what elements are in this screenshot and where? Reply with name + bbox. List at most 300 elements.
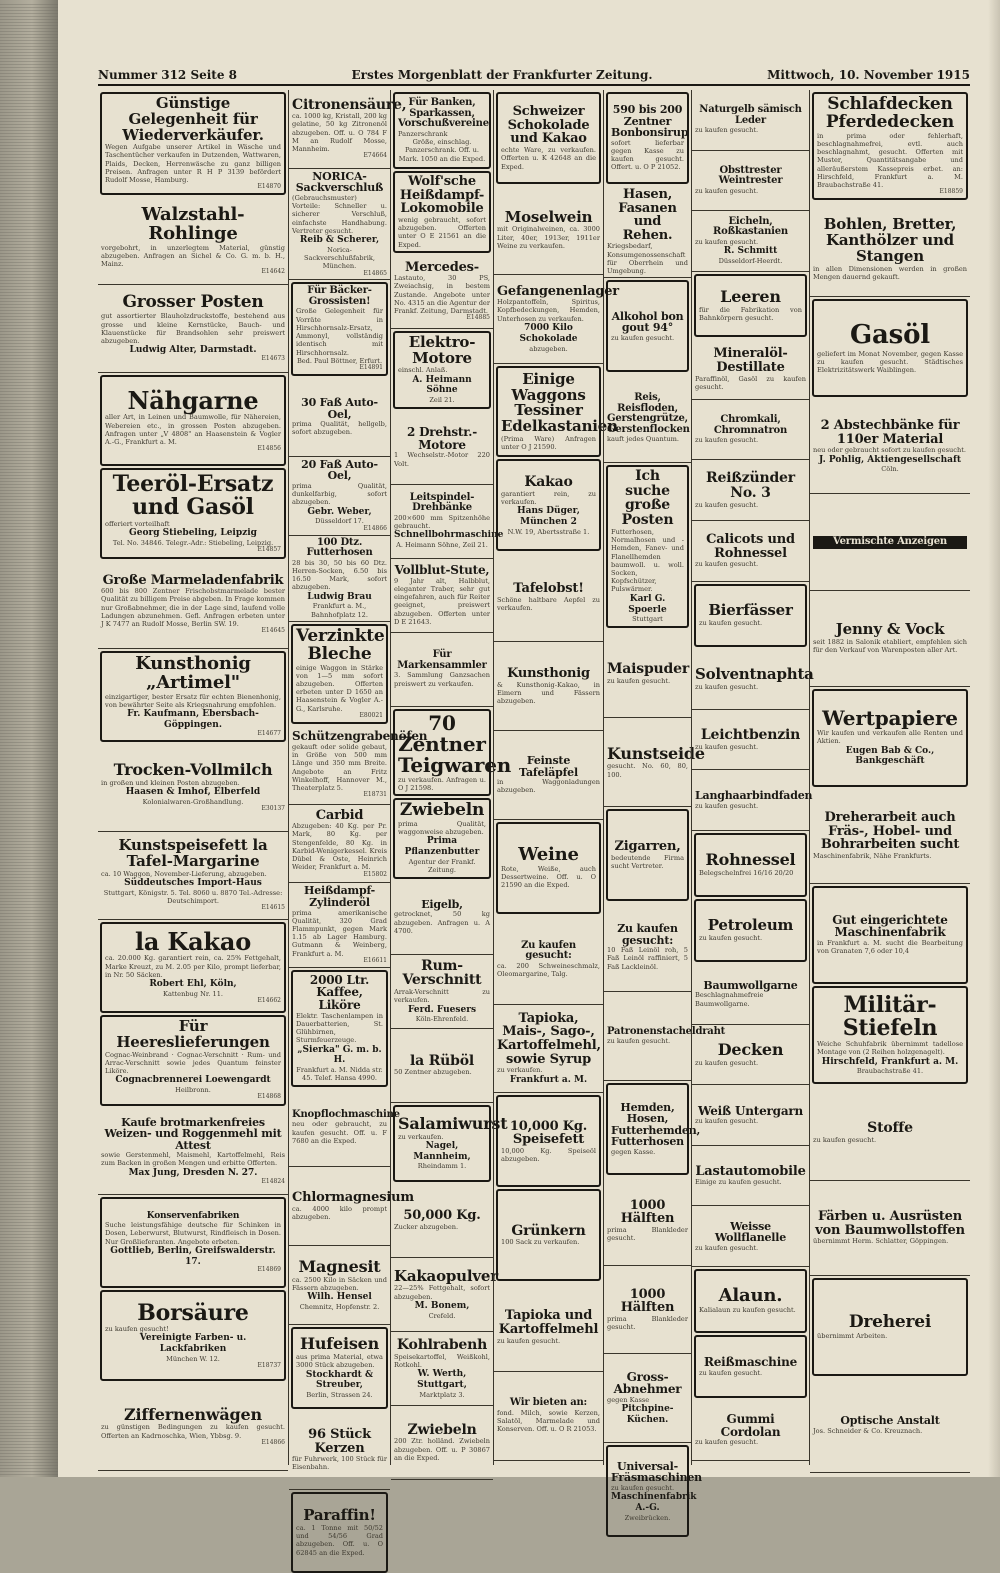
gutter-line — [0, 808, 58, 809]
gutter-line — [0, 1453, 58, 1454]
gutter-line — [0, 82, 58, 83]
ad-body-text: Panzerschrank — [398, 129, 448, 138]
ad-grosser-posten — [98, 285, 288, 373]
gutter-line — [0, 1021, 58, 1022]
ad-body-text: zu verkaufen. — [398, 1132, 444, 1141]
gutter-line — [0, 520, 58, 521]
gutter-line — [0, 1000, 58, 1001]
gutter-line — [0, 1465, 58, 1466]
ad-advertiser: Pitchpine-Küchen. — [621, 1404, 674, 1426]
gutter-line — [0, 1108, 58, 1109]
gutter-line — [0, 748, 58, 749]
ad-reference-code: E74664 — [363, 152, 387, 160]
ad-mineralöl-destillate — [692, 339, 809, 400]
gutter-line — [0, 943, 58, 944]
ad-headline: Wir bieten an: — [509, 1397, 588, 1409]
ad-headline: Günstige Gelegenheit für Wiederverkäufer. — [122, 94, 264, 144]
ad-headline: 590 bis 200 Zentner Bonbonsirup — [611, 103, 689, 140]
ad-headline: Lastautomobile — [695, 1163, 806, 1179]
gutter-line — [0, 1270, 58, 1271]
ad-address: Größe, einschlag. Panzerschrank. Off. u. Mark. 1050 an die Exped. — [398, 138, 486, 163]
gutter-line — [0, 643, 58, 644]
gutter-line — [0, 256, 58, 257]
gutter-line — [0, 727, 58, 728]
ad-headline: Knopflochmaschine — [292, 1108, 400, 1120]
gutter-line — [0, 1042, 58, 1043]
gutter-line — [0, 328, 58, 329]
ad-headline: Salamiwurst — [398, 1113, 508, 1133]
ad-body-text: bedeutende Firma sucht Vertreter. — [611, 853, 684, 870]
ad-lastautomobile — [692, 1146, 809, 1207]
ad-wertpapiere — [812, 689, 968, 787]
ad-body-text: 28 bis 30, 50 bis 60 Dtz. Herren-Socken, 6.50 bis 16.50 Mark, sofort abzugeben. — [292, 558, 387, 592]
ad-body-text: Einige zu kaufen gesucht. — [695, 1178, 782, 1187]
gutter-line — [0, 847, 58, 848]
ad-body-text: offeriert vorteilhaft — [105, 519, 170, 528]
ad-headline: NORICA-Sackverschluß — [295, 169, 384, 195]
ad-naturgelb-sämisch-leder — [692, 90, 809, 151]
gutter-line — [0, 460, 58, 461]
ad-headline: Weisse Wollflanelle — [714, 1219, 787, 1245]
gutter-line — [0, 934, 58, 935]
ad-1000-hälften — [604, 1266, 691, 1355]
gutter-line — [0, 1243, 58, 1244]
gutter-line — [0, 1096, 58, 1097]
ad-20-faß-auto-oel — [289, 457, 390, 536]
gutter-line — [0, 1324, 58, 1325]
ad-body-text: einzigartiger, bester Ersatz für echten Bienenhonig, von bewährter Seite als Kriegsnahrung empfohlen. — [105, 692, 281, 710]
gutter-line — [0, 1051, 58, 1052]
gutter-line — [0, 574, 58, 575]
ad-kunsthonig-artimel — [100, 651, 286, 742]
ad-headline: Tafelobst! — [513, 581, 584, 597]
gutter-line — [0, 1369, 58, 1370]
gutter-line — [0, 1441, 58, 1442]
gutter-line — [0, 1225, 58, 1226]
ad-headline: Elektro-Motore — [408, 332, 476, 367]
gutter-line — [0, 400, 58, 401]
ad-headline: la Rüböl — [410, 1052, 474, 1069]
gutter-line — [0, 1240, 58, 1241]
newspaper-page — [58, 0, 1000, 1557]
gutter-line — [0, 331, 58, 332]
gutter-line — [0, 394, 58, 395]
gutter-line — [0, 133, 58, 134]
gutter-line — [0, 685, 58, 686]
gutter-line — [0, 1132, 58, 1133]
gutter-line — [0, 754, 58, 755]
ad-body-text: 22—25% Fettgehalt, sofort abzugeben. — [394, 1284, 490, 1301]
gutter-line — [0, 1129, 58, 1130]
ad-advertiser: Hans Düger, München 2 — [517, 506, 580, 527]
gutter-line — [0, 760, 58, 761]
gutter-line — [0, 661, 58, 662]
gutter-line — [0, 895, 58, 896]
gutter-line — [0, 172, 58, 173]
ad-kakao — [496, 459, 601, 551]
gutter-line — [0, 1393, 58, 1394]
gutter-line — [0, 28, 58, 29]
ad-headline: Zu kaufen gesucht: — [617, 922, 678, 947]
gutter-line — [0, 382, 58, 383]
gutter-line — [0, 322, 58, 323]
gutter-line — [0, 1165, 58, 1166]
ad-für-markensammler — [391, 633, 493, 707]
ad-body-text: (Prima Ware) Anfragen unter O J 21590. — [501, 434, 596, 451]
gutter-line — [0, 877, 58, 878]
gutter-line — [0, 688, 58, 689]
gutter-line — [0, 1456, 58, 1457]
gutter-line — [0, 112, 58, 113]
gutter-line — [0, 817, 58, 818]
gutter-line — [0, 646, 58, 647]
gutter-line — [0, 703, 58, 704]
gutter-line — [0, 55, 58, 56]
gutter-line — [0, 100, 58, 101]
gutter-line — [0, 1318, 58, 1319]
ad-headline: Kunsthonig „Artimel" — [135, 653, 251, 693]
ad-zwiebeln — [391, 1406, 493, 1480]
gutter-line — [0, 844, 58, 845]
ad-70-zentner-teigwaren — [393, 709, 512, 796]
ad-advertiser: Georg Stiebeling, Leipzig — [129, 527, 257, 538]
gutter-line — [0, 751, 58, 752]
ad-body-text: Kriegsbedarf, Konsumgenossenschaft für Oberrhein und Umgebung. — [607, 242, 688, 276]
gutter-line — [0, 31, 58, 32]
gutter-line — [0, 1321, 58, 1322]
gutter-line — [0, 1402, 58, 1403]
ad-einige-waggons-tessiner-edel — [496, 366, 618, 458]
ad-kunsthonig — [494, 642, 603, 731]
ad-advertiser: Ferd. Fuesers — [407, 1004, 477, 1015]
column-6 — [691, 90, 814, 1465]
gutter-line — [0, 1081, 58, 1082]
gutter-line — [0, 160, 58, 161]
ad-headline: Tapioka und Kartoffelmehl — [498, 1308, 599, 1337]
gutter-line — [0, 613, 58, 614]
gutter-line — [0, 589, 58, 590]
ad-headline: Optische Anstalt — [840, 1414, 940, 1428]
gutter-line — [0, 1336, 58, 1337]
gutter-line — [0, 391, 58, 392]
ad-headline: Baumwollgarne — [703, 978, 798, 992]
gutter-line — [0, 994, 58, 995]
ad-headline: Zigarren, — [614, 839, 681, 855]
ad-reference-code: E14857 — [257, 545, 281, 553]
ad-solventnaphta — [692, 649, 814, 710]
ad-la-rüböl — [391, 1029, 493, 1103]
gutter-line — [0, 973, 58, 974]
ad-advertiser: Gebr. Weber, — [307, 506, 372, 517]
gutter-line — [0, 1300, 58, 1301]
ad-headline: Grünkern — [511, 1222, 586, 1239]
ad-reference-code: E18859 — [939, 188, 963, 196]
gutter-line — [0, 1198, 58, 1199]
gutter-line — [0, 1414, 58, 1415]
ad-reference-code: E14642 — [261, 267, 285, 275]
gutter-line — [0, 1075, 58, 1076]
gutter-line — [0, 736, 58, 737]
column-3 — [390, 90, 512, 1465]
gutter-line — [0, 319, 58, 320]
gutter-line — [0, 193, 58, 194]
gutter-line — [0, 211, 58, 212]
ad-gross-abnehmer — [604, 1354, 691, 1443]
gutter-line — [0, 1036, 58, 1037]
ad-body-text: Wir kaufen und verkaufen alle Renten und Aktien. — [817, 729, 963, 746]
ad-body-text: zu kaufen gesucht. — [695, 801, 759, 810]
gutter-line — [0, 1408, 58, 1409]
gutter-line — [0, 1027, 58, 1028]
ad-headline: Nähgarne — [127, 386, 259, 416]
ad-body-text: in allen Dimensionen werden in großen Mengen dauernd gekauft. — [813, 264, 967, 281]
ad-body-text: übernimmt Herm. Schlatter, Göppingen. — [813, 1237, 949, 1246]
gutter-line — [0, 268, 58, 269]
gutter-line — [0, 997, 58, 998]
ad-body-text: gesucht. No. 60, 80, 100. — [607, 762, 688, 779]
gutter-line — [0, 547, 58, 548]
ad-body-text: zu kaufen gesucht. — [699, 934, 763, 943]
gutter-line — [0, 1396, 58, 1397]
ad-advertiser: Reib & Scherer, — [299, 235, 380, 246]
gutter-line — [0, 946, 58, 947]
gutter-line — [0, 1015, 58, 1016]
gutter-line — [0, 511, 58, 512]
gutter-line — [0, 1177, 58, 1178]
gutter-line — [0, 598, 58, 599]
ad-address: Bed. Paul Böttner, Erfurt. — [296, 356, 383, 365]
gutter-line — [0, 1057, 58, 1058]
gutter-line — [0, 1093, 58, 1094]
ad-body-text: prima Blankleder gesucht. — [607, 1226, 688, 1243]
gutter-line — [0, 853, 58, 854]
gutter-line — [0, 496, 58, 497]
gutter-line — [0, 127, 58, 128]
gutter-line — [0, 1189, 58, 1190]
gutter-line — [0, 985, 58, 986]
ad-headline: Mercedes- — [405, 259, 479, 275]
ad-body-text: Abzugeben: 40 Kg. per Pr. Mark, 80 Kg. per Stengenfelde, 80 Kg. in Karbid-Wenigerkessel. Kreis Dübel & Oste, Heinrich Weider, Frankfurt a. M. — [292, 822, 387, 872]
ad-advertiser: Stockhardt & Streuber, — [305, 1369, 374, 1391]
gutter-line — [0, 880, 58, 881]
page-edge-shadow — [988, 0, 1000, 1477]
ad-headline: Grosser Posten — [122, 292, 264, 313]
ad-body-text: zu kaufen gesucht. — [695, 1058, 759, 1067]
ad-address: Zeil 21. — [429, 396, 455, 405]
gutter-line — [0, 859, 58, 860]
ad-für-bäcker-grossisten — [291, 282, 388, 376]
gutter-line — [0, 484, 58, 485]
ad-body-text: garantiert rein, zu verkaufen. — [501, 489, 596, 506]
ad-body-text: Speisekartoffel, Weißkohl, Rotkohl. — [394, 1352, 490, 1369]
ad-body-text: ca. 200 Schweineschmalz, Oleomargarine, Talg. — [497, 961, 600, 979]
ad-headline: Moselwein — [504, 207, 593, 226]
gutter-line — [0, 229, 58, 230]
ad-advertiser: Frankfurt a. M. — [509, 1074, 588, 1085]
ad-headline: Tapioka, Mais-, Sago-, Kartoffelmehl, sowie Syrup — [497, 1010, 601, 1067]
ad-headline: Stoffe — [867, 1120, 913, 1137]
gutter-line — [0, 1171, 58, 1172]
gutter-line — [0, 814, 58, 815]
ad-headline: Paraffin! — [303, 1506, 376, 1525]
gutter-line — [0, 289, 58, 290]
gutter-line — [0, 478, 58, 479]
ad-body-text: in Frankfurt a. M. sucht die Bearbeitung von Granaten 7,6 oder 10,4 — [817, 939, 963, 956]
ad-address: Crefeld. — [428, 1311, 456, 1320]
gutter-line — [0, 334, 58, 335]
ad-headline: Solventnaphta — [695, 665, 814, 683]
ad-verzinkte-bleche — [291, 624, 388, 724]
gutter-line — [0, 583, 58, 584]
ad-schweizer-schokolade-und-kak — [496, 92, 601, 184]
gutter-line — [0, 1423, 58, 1424]
ad-la-kakao — [100, 922, 286, 1013]
gutter-line — [0, 832, 58, 833]
ad-headline: Für Banken, Sparkassen, Vorschußvereine — [398, 97, 489, 130]
gutter-line — [0, 1111, 58, 1112]
gutter-line — [0, 298, 58, 299]
ad-norica-sackverschluß — [289, 169, 390, 281]
gutter-line — [0, 604, 58, 605]
ad-address: Frankfurt a. M., Bahnhofplatz 12. — [311, 602, 368, 619]
gutter-line — [0, 490, 58, 491]
ad-headline: Citronensäure, — [292, 96, 407, 113]
ad-address: München W. 12. — [166, 1354, 220, 1363]
ad-kakaopulver — [391, 1258, 498, 1332]
ad-reference-code: E14885 — [466, 314, 490, 322]
gutter-line — [0, 1138, 58, 1139]
ad-body-text: zu verkaufen. Anfragen u. O J 21598. — [398, 775, 486, 792]
ad-walzstahl-rohlinge — [98, 197, 288, 285]
gutter-line — [0, 709, 58, 710]
ad-body-text: zu kaufen gesucht. — [607, 1037, 671, 1046]
ad-headline: Maispuder — [607, 661, 690, 677]
ad-body-text: ca. 4000 kilo prompt abzugeben. — [292, 1204, 387, 1222]
gutter-line — [0, 475, 58, 476]
gutter-line — [0, 664, 58, 665]
ad-headline: Kakao — [524, 473, 573, 490]
gutter-line — [0, 409, 58, 410]
gutter-line — [0, 13, 58, 14]
ad-reference-code: E16611 — [363, 956, 387, 964]
ad-headline: Vermischte Anzeigen — [813, 536, 967, 549]
gutter-line — [0, 1459, 58, 1460]
gutter-line — [0, 1417, 58, 1418]
gutter-line — [0, 433, 58, 434]
gutter-line — [0, 856, 58, 857]
ad-body-text: gegen Kasse — [607, 1396, 650, 1405]
gutter-line — [0, 1006, 58, 1007]
ad-10-000-kg-speisefett — [496, 1095, 601, 1187]
gutter-line — [0, 37, 58, 38]
ad-590-bis-200-zentner-bonbonsi — [606, 92, 689, 184]
ad-address: Kattenbug Nr. 11. — [163, 989, 223, 998]
ad-headline: Reis, Reisfloden, Gerstengrütze, Gerstenflocken — [607, 392, 690, 435]
ad-vollblut-stute — [391, 559, 493, 633]
ad-zu-kaufen-gesucht — [604, 903, 691, 992]
ad-address: Agentur der Frankf. Zeitung. — [408, 858, 476, 875]
ad-leitspindel-drehbänke — [391, 485, 504, 559]
gutter-line — [0, 694, 58, 695]
gutter-line — [0, 889, 58, 890]
ad-reference-code: E14856 — [257, 445, 281, 453]
ad-body-text: Futterhosen, Normalhosen und -Hemden, Fanev- und Flanellhemden baumwoll. u. woll. Socken, Kopfschützer, Pulswärmer. — [611, 527, 684, 594]
ad-headline: 2 Abstechbänke für 110er Material — [820, 418, 960, 447]
gutter-line — [0, 184, 58, 185]
ad-body-text: zu kaufen gesucht. — [813, 1136, 877, 1145]
ad-body-text: zu kaufen gesucht. — [695, 560, 759, 569]
ad-reference-code: E14673 — [261, 355, 285, 363]
ad-address: Cöln. — [881, 465, 899, 474]
gutter-line — [0, 157, 58, 158]
ad-50-000-kg — [391, 1184, 493, 1258]
ad-body-text: prima Qualität, hellgelb, sofort abzugeben. — [292, 420, 387, 437]
gutter-line — [0, 769, 58, 770]
gutter-line — [0, 352, 58, 353]
gutter-line — [0, 1246, 58, 1247]
ad-body-text: zu kaufen gesucht. — [695, 1243, 759, 1252]
gutter-line — [0, 676, 58, 677]
ad-body-text: neu oder gebraucht, zu kaufen gesucht. Off. u. F 7680 an die Exped. — [292, 1120, 387, 1145]
gutter-line — [0, 835, 58, 836]
gutter-line — [0, 151, 58, 152]
gutter-line — [0, 1066, 58, 1067]
ad-reference-code: E14645 — [261, 627, 285, 635]
gutter-line — [0, 679, 58, 680]
gutter-line — [0, 811, 58, 812]
gutter-line — [0, 715, 58, 716]
ad-zwiebeln — [393, 798, 491, 878]
ad-2-abstechbänke-für-110er-mat — [810, 399, 970, 494]
gutter-line — [0, 94, 58, 95]
ad-headline: Decken — [717, 1039, 784, 1059]
gutter-line — [0, 1153, 58, 1154]
ad-magnesit — [289, 1246, 390, 1325]
gutter-line — [0, 544, 58, 545]
ad-headline: Schweizer Schokolade und Kakao — [507, 104, 590, 147]
ad-headline: Schützengrabenöfen — [292, 729, 428, 744]
ad-headline: Verzinkte Bleche — [296, 625, 385, 664]
gutter-line — [0, 1213, 58, 1214]
ad-mercedes — [391, 255, 493, 329]
ad-body-text: zu kaufen gesucht. — [695, 742, 759, 751]
ad-body-text: 200×600 mm Spitzenhöhe gebraucht. — [394, 513, 490, 531]
ad-headline: Gross-Abnehmer — [613, 1369, 682, 1397]
gutter-line — [0, 607, 58, 608]
gutter-line — [0, 124, 58, 125]
ad-reference-code: E14824 — [261, 1177, 285, 1185]
gutter-line — [0, 418, 58, 419]
ad-body-text: Paraffinöl, Gasöl zu kaufen gesucht. — [695, 374, 806, 391]
ad-body-text: zu kaufen gesucht. — [611, 1483, 675, 1492]
gutter-line — [0, 1267, 58, 1268]
ad-headline: 70 Zentner Teigwaren — [398, 710, 512, 777]
gutter-line — [0, 865, 58, 866]
gutter-line — [0, 541, 58, 542]
ad-reference-code: E14615 — [261, 904, 285, 912]
gutter-line — [0, 7, 58, 8]
ad-headline: Einige Waggons Tessiner Edelkastanien — [501, 369, 618, 436]
gutter-line — [0, 109, 58, 110]
ad-address: Rheindamm 1. — [417, 1162, 467, 1171]
ad-moselwein — [494, 186, 603, 275]
gutter-line — [0, 274, 58, 275]
gutter-line — [0, 178, 58, 179]
ad-decken — [692, 1025, 809, 1086]
ad-citronensäure — [289, 90, 407, 169]
gutter-line — [0, 1219, 58, 1220]
gutter-line — [0, 1087, 58, 1088]
